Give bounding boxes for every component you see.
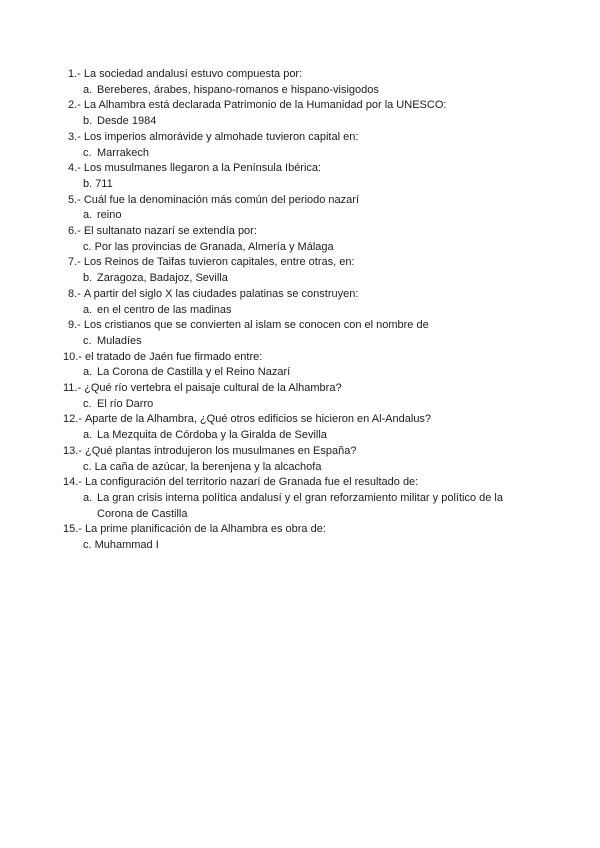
answer-letter: c. <box>83 539 92 552</box>
question-text: ¿Qué río vertebra el paisaje cultural de la Alhambra? <box>84 382 342 395</box>
answer-letter: a. <box>83 83 93 96</box>
answer-letter: a. <box>83 303 93 316</box>
answer-letter: a. <box>83 209 93 222</box>
answer-line <box>63 538 568 554</box>
answer-letter: b. <box>83 115 93 128</box>
question-number: 6.- <box>68 225 81 238</box>
question-number: 15.- <box>63 523 82 536</box>
answer-text: Muhammad I <box>94 539 159 552</box>
answer-line <box>63 303 568 319</box>
question-number: 3.- <box>68 130 81 143</box>
question-line <box>63 318 568 334</box>
answer-line <box>63 460 568 476</box>
answer-line <box>63 397 568 413</box>
question-number: 10.- <box>63 350 82 363</box>
answer-text: 711 <box>95 177 113 190</box>
answer-letter: c. <box>83 240 92 253</box>
question-line <box>63 444 568 460</box>
question-line <box>63 522 568 538</box>
answer-text: La caña de azúcar, la berenjena y la alcachofa <box>94 460 322 473</box>
answer-line <box>63 83 568 99</box>
answer-line <box>63 271 568 287</box>
answer-letter: b. <box>83 272 93 285</box>
answer-letter: a. <box>83 366 93 379</box>
question-line <box>63 381 568 397</box>
question-line <box>63 412 568 428</box>
answer-text: La Corona de Castilla y el Reino Nazarí <box>97 366 291 379</box>
question-text: El sultanato nazarí se extendía por: <box>83 225 257 238</box>
question-line <box>63 255 568 271</box>
answer-line <box>63 208 568 224</box>
answer-text: en el centro de las madinas <box>97 303 232 316</box>
answer-line <box>63 428 568 444</box>
answer-line <box>63 114 568 130</box>
answer-text: Marrakech <box>97 146 149 159</box>
question-text: La sociedad andalusí estuvo compuesta por: <box>83 68 303 80</box>
question-text: La prime planificación de la Alhambra es obra de: <box>84 523 326 536</box>
question-text: el tratado de Jaén fue firmado entre: <box>84 350 263 363</box>
question-line <box>63 224 568 240</box>
question-text: ¿Qué plantas introdujeron los musulmanes en España? <box>84 444 357 457</box>
question-number: 5.- <box>68 193 81 206</box>
answer-text: Zaragoza, Badajoz, Sevilla <box>97 272 228 285</box>
question-text: Los cristianos que se convierten al islam se conocen con el nombre de <box>83 319 429 332</box>
question-text: Los musulmanes llegaron a la Península Ibérica: <box>83 162 322 175</box>
answer-line <box>63 146 568 162</box>
question-text: Cuál fue la denominación más común del periodo nazarí <box>83 193 360 206</box>
answer-line <box>63 365 568 381</box>
question-number: 11.- <box>63 382 82 395</box>
question-text: La Alhambra está declarada Patrimonio de la Humanidad por la UNESCO: <box>83 99 447 112</box>
answer-text: La gran crisis interna política andalusí y el gran reforzamiento militar y político de la <box>97 491 503 504</box>
question-line <box>63 67 568 83</box>
question-number: 12.- <box>63 413 82 426</box>
answer-letter: a. <box>83 429 93 442</box>
answer-text: El río Darro <box>97 397 154 410</box>
question-number: 7.- <box>68 256 81 269</box>
answer-letter: c. <box>83 146 92 159</box>
question-text: Los imperios almorávide y almohade tuvieron capital en: <box>83 130 359 143</box>
question-line <box>63 161 568 177</box>
answer-line <box>63 240 568 256</box>
answer-line <box>63 491 568 507</box>
question-number: 14.- <box>63 476 82 489</box>
answer-letter: a. <box>83 491 93 504</box>
answer-continuation-text: Corona de Castilla <box>97 507 188 520</box>
answer-text: Muladíes <box>97 334 142 347</box>
answer-letter: b. <box>83 177 93 190</box>
question-text: A partir del siglo X las ciudades palatinas se construyen: <box>83 287 359 300</box>
question-number: 2.- <box>68 99 81 112</box>
answer-text: La Mezquita de Córdoba y la Giralda de Sevilla <box>97 429 327 442</box>
question-text: Aparte de la Alhambra, ¿Qué otros edificios se hicieron en Al-Andalus? <box>84 413 432 426</box>
answer-text: Por las provincias de Granada, Almería y Málaga <box>94 240 334 253</box>
question-text: La configuración del territorio nazarí de Granada fue el resultado de: <box>84 476 419 489</box>
question-line <box>63 193 568 209</box>
answer-letter: c. <box>83 397 92 410</box>
answer-text: Bereberes, árabes, hispano-romanos e hispano-visigodos <box>97 83 379 96</box>
question-line <box>63 350 568 366</box>
question-number: 8.- <box>68 287 81 300</box>
question-number: 1.- <box>68 68 81 80</box>
question-number: 9.- <box>68 319 81 332</box>
answer-letter: c. <box>83 334 92 347</box>
answer-text: Desde 1984 <box>97 115 157 128</box>
answer-line <box>63 177 568 193</box>
answer-text: reino <box>97 209 122 222</box>
answer-continuation <box>63 507 568 523</box>
answer-letter: c. <box>83 460 92 473</box>
question-line <box>63 98 568 114</box>
answer-line <box>63 334 568 350</box>
question-number: 4.- <box>68 162 81 175</box>
question-text: Los Reinos de Taifas tuvieron capitales, entre otras, en: <box>83 256 355 269</box>
quiz-body <box>63 67 568 554</box>
question-line <box>63 130 568 146</box>
question-line <box>63 287 568 303</box>
question-number: 13.- <box>63 444 82 457</box>
question-line <box>63 475 568 491</box>
